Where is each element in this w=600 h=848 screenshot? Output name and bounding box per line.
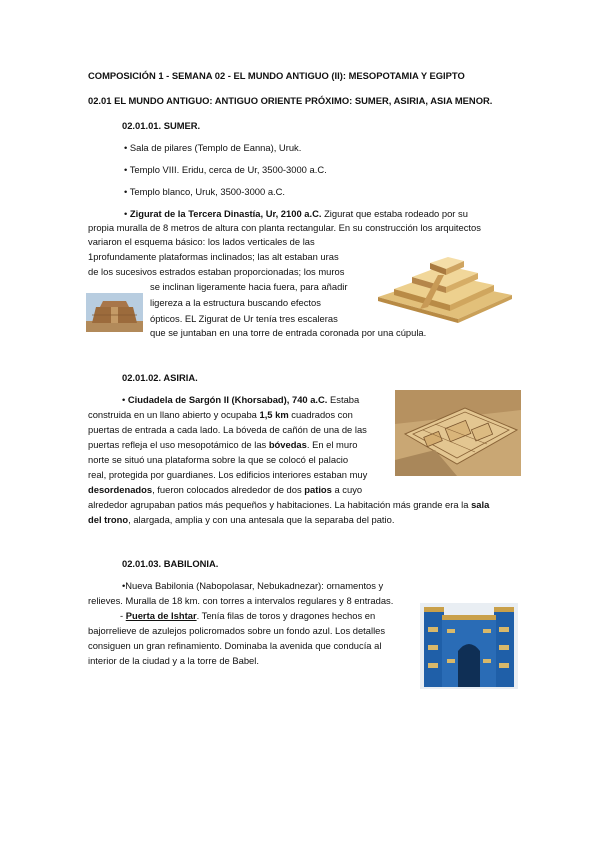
zigurat-line-3: variaron el esquema básico: los lados verticales de las (88, 236, 315, 247)
asiria-line-3: puertas de entrada a cada lado. La bóveda de cañón de una de las (88, 424, 367, 435)
asiria-line-9: del trono, alargada, amplia y con una antesala que la separaba del patio. (88, 514, 395, 525)
sumer-bullet-1: • Sala de pilares (Templo de Eanna), Uruk. (124, 142, 302, 153)
ciudadela-illustration (395, 390, 521, 476)
zigurat-line-8: ópticos. EL Zigurat de Ur tenía tres escaleras (150, 313, 338, 324)
babilonia-line-1: •Nueva Babilonia (Nabopolasar, Nebukadnezar): ornamentos y (122, 580, 384, 591)
zigurat-line-4: 1profundamente plataformas inclinados; las alt estaban uras (88, 251, 339, 262)
sumer-heading: 02.01.01. SUMER. (122, 120, 201, 131)
zigurat-line-5: de los sucesivos estrados estaban proporcionadas; los muros (88, 266, 345, 277)
asiria-heading: 02.01.02. ASIRIA. (122, 372, 198, 383)
babilonia-line-3: - Puerta de Ishtar. Tenía filas de toros y dragones hechos en (120, 610, 376, 621)
asiria-line-2: construida en un llano abierto y ocupaba 1,5 km cuadrados con (88, 409, 353, 420)
zigurat-photo (86, 293, 143, 332)
asiria-line-1: • Ciudadela de Sargón II (Khorsabad), 740 a.C. Estaba (122, 394, 360, 405)
ishtar-gate-name: Puerta de Ishtar (125, 610, 197, 621)
babilonia-line-6: interior de la ciudad y a la torre de Babel. (88, 655, 259, 666)
babilonia-line-5: consiguen un gran refinamiento. Dominaba la avenida que conducía al (88, 640, 382, 651)
asiria-line-4: puertas refleja el uso mesopotámico de las bóvedas. En el muro (88, 439, 358, 450)
ciudadela-name: Ciudadela de Sargón II (Khorsabad), 740 a.C. (127, 394, 328, 405)
sumer-bullet-2: • Templo VIII. Eridu, cerca de Ur, 3500-3000 a.C. (124, 164, 327, 175)
asiria-line-7: desordenados, fueron colocados alrededor de dos patios a cuyo (88, 484, 363, 495)
zigurat-line-6: se inclinan ligeramente hacia fuera, para añadir (150, 281, 348, 292)
zigurat-line-7: ligereza a la estructura buscando efectos (150, 297, 321, 308)
sumer-bullet-3: • Templo blanco, Uruk, 3500-3000 a.C. (124, 186, 286, 197)
babilonia-heading: 02.01.03. BABILONIA. (122, 558, 219, 569)
zigurat-line-9: que se juntaban en una torre de entrada coronada por una cúpula. (150, 327, 427, 338)
babilonia-line-2: relieves. Muralla de 18 km. con torres a intervalos regulares y 8 entradas. (88, 595, 394, 606)
asiria-line-8: alrededor agrupaban patios más pequeños y habitaciones. La habitación más grande era la sala (88, 499, 490, 510)
zigurat-line-2: propia muralla de 8 metros de altura con planta rectangular. En su construcción los arquitectos (88, 222, 481, 233)
section-subtitle: 02.01 EL MUNDO ANTIGUO: ANTIGUO ORIENTE PRÓXIMO: SUMER, ASIRIA, ASIA MENOR. (88, 95, 493, 106)
zigurat-illustration (372, 239, 518, 325)
zigurat-name: Zigurat de la Tercera Dinastía, Ur, 2100 a.C. (129, 208, 322, 219)
zigurat-line-1: • Zigurat de la Tercera Dinastía, Ur, 2100 a.C. Zigurat que estaba rodeado por su (124, 208, 468, 219)
asiria-line-6: real, protegida por guardianes. Los edificios interiores estaban muy (88, 469, 368, 480)
asiria-line-5: norte se situó una plataforma sobre la que se colocó el palacio (88, 454, 349, 465)
page-title: COMPOSICIÓN 1 - SEMANA 02 - EL MUNDO ANTIGUO (II): MESOPOTAMIA Y EGIPTO (88, 70, 465, 81)
ishtar-gate-photo (420, 603, 518, 689)
babilonia-line-4: bajorrelieve de azulejos policromados sobre un fondo azul. Los detalles (88, 625, 386, 636)
